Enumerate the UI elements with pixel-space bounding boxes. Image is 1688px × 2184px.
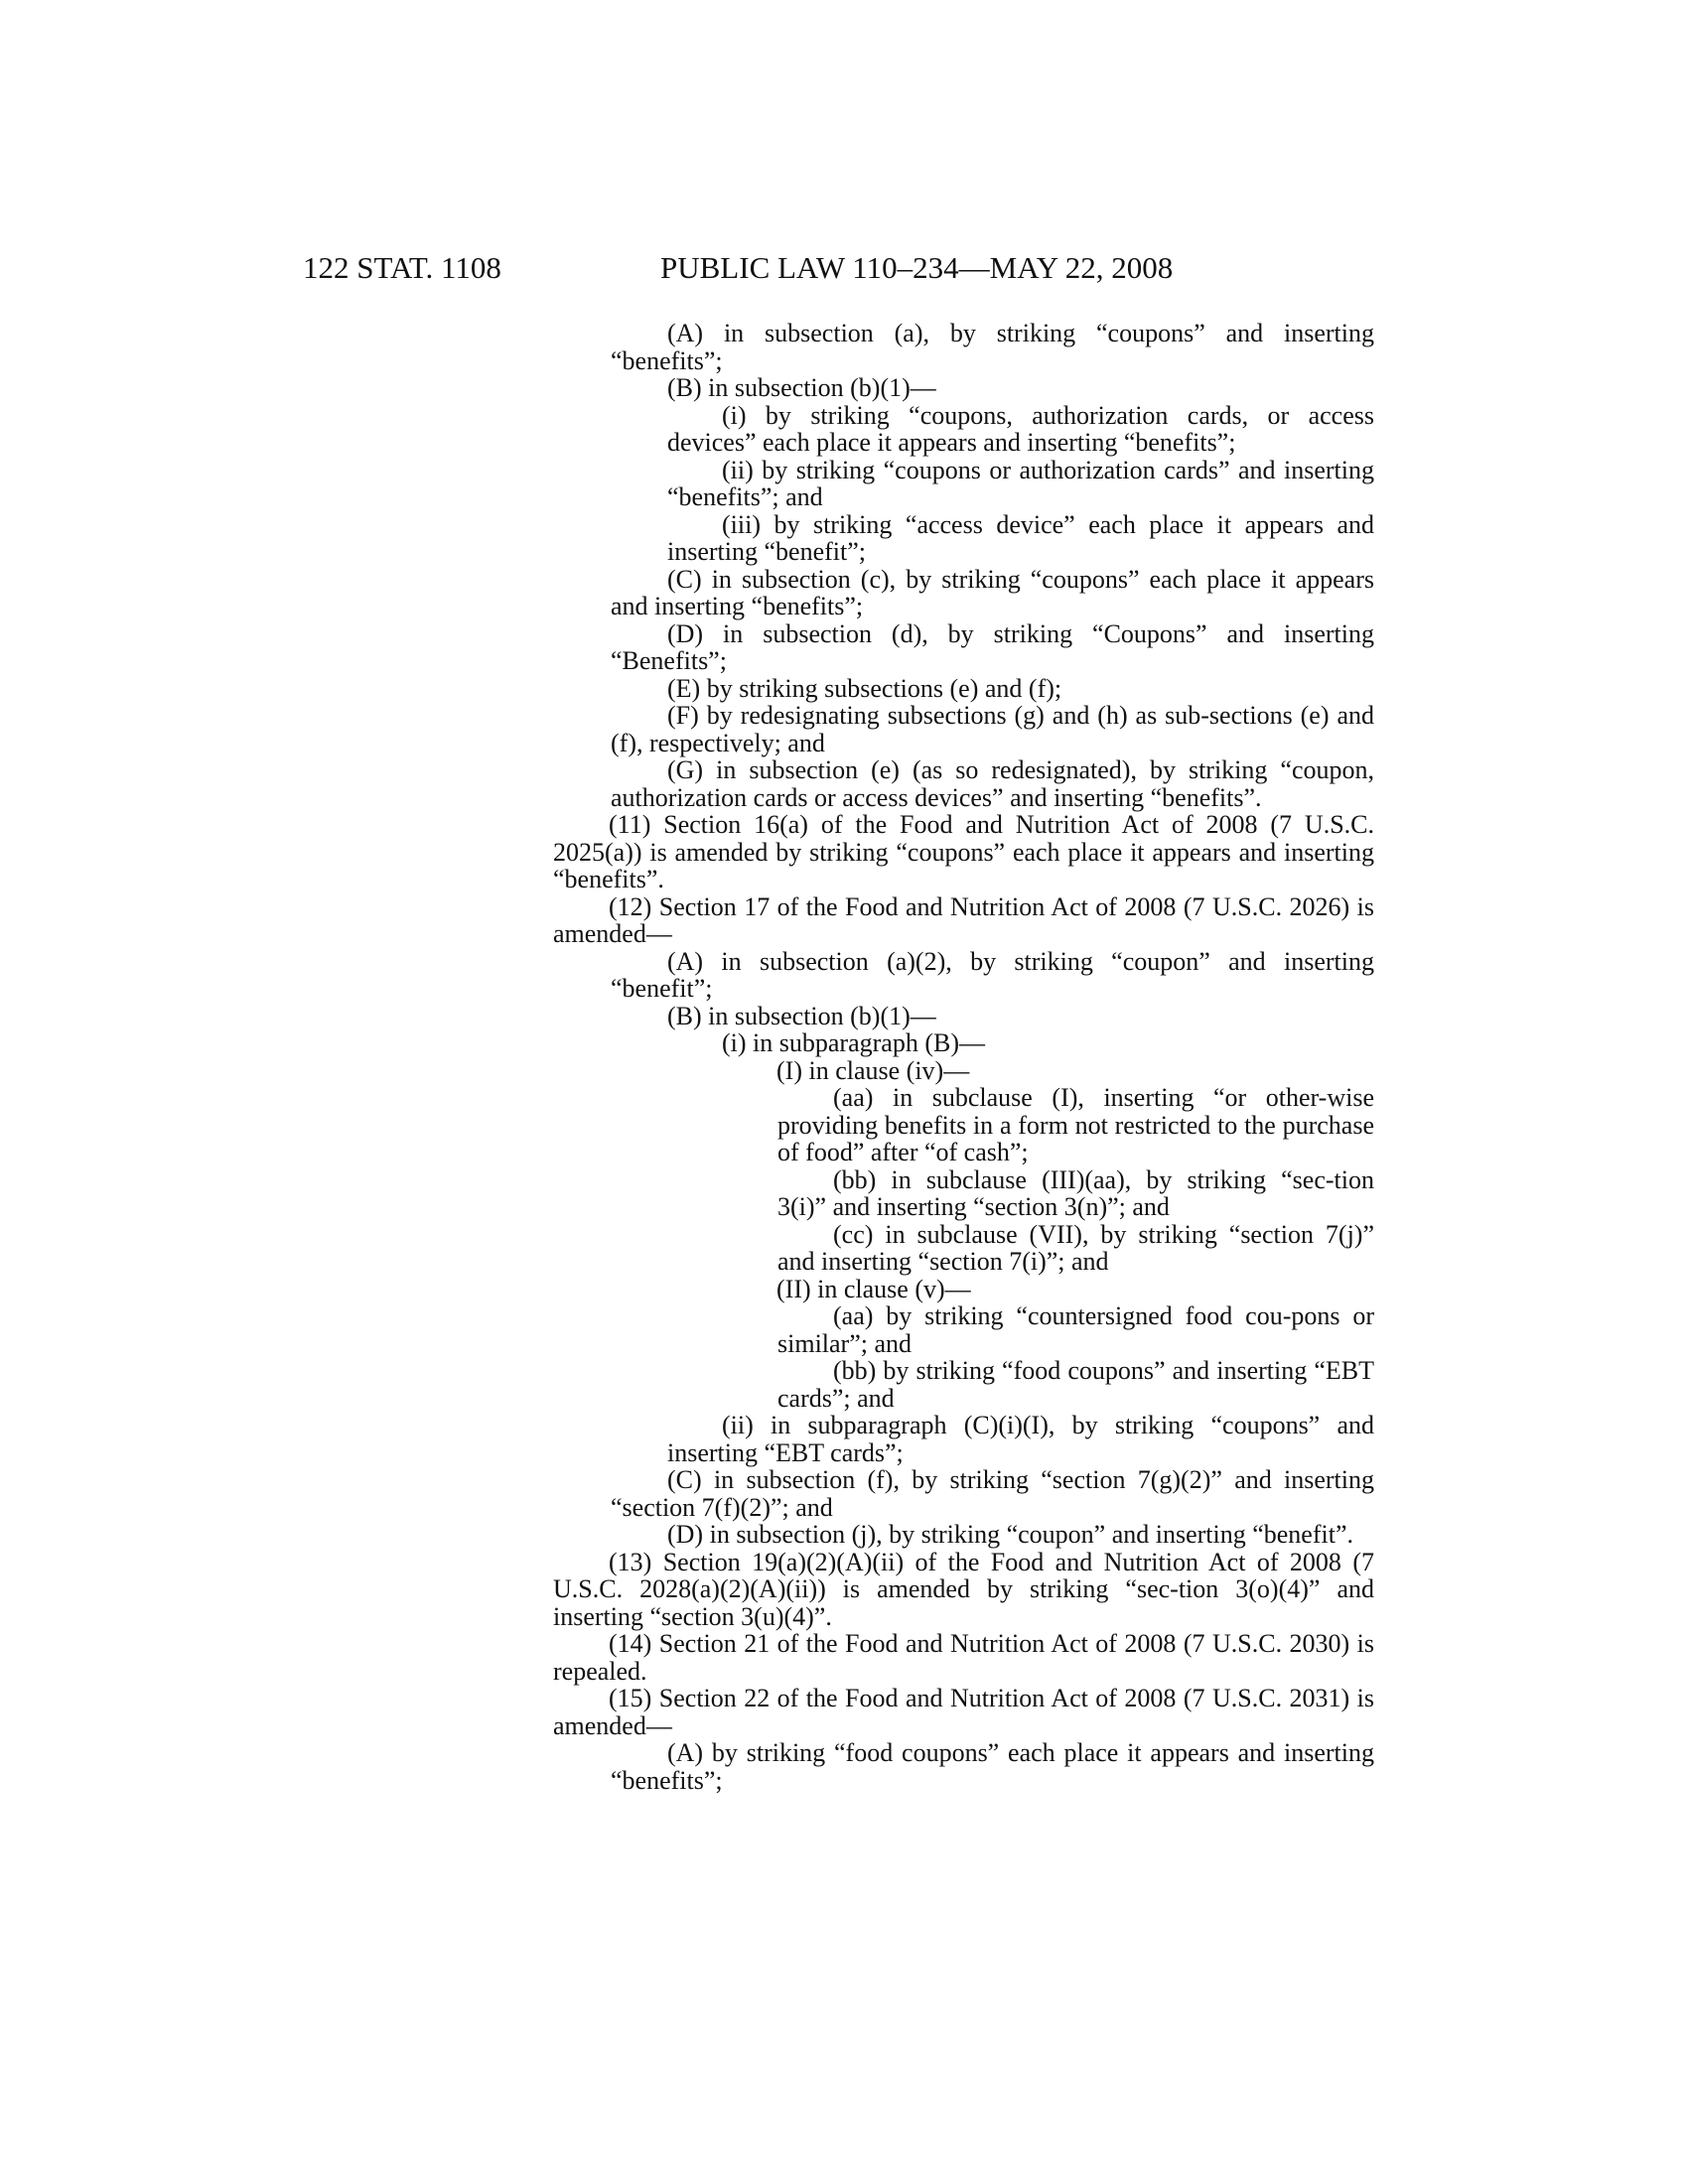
paragraph: (11) Section 16(a) of the Food and Nutrition Act of 2008 (7 U.S.C. 2025(a)) is amended by striking “coupons” each place it appears and inserting “benefits”. <box>553 810 1374 893</box>
paragraph: (A) by striking “food coupons” each place it appears and inserting “benefits”; <box>611 1738 1374 1795</box>
paragraph: (G) in subsection (e) (as so redesignated), by striking “coupon, authorization cards or access devices” and inserting “benefits”. <box>611 755 1374 812</box>
paragraph: (A) in subsection (a)(2), by striking “coupon” and inserting “benefit”; <box>611 946 1374 1003</box>
document-body <box>553 320 1374 1794</box>
paragraph: (D) in subsection (d), by striking “Coupons” and inserting “Benefits”; <box>611 618 1374 675</box>
paragraph: (E) by striking subsections (e) and (f); <box>667 673 1062 703</box>
paragraph: (12) Section 17 of the Food and Nutrition Act of 2008 (7 U.S.C. 2026) is amended— <box>553 891 1374 948</box>
paragraph: (bb) in subclause (III)(aa), by striking “sec-tion 3(i)” and inserting “section 3(n)”; and <box>777 1164 1374 1221</box>
paragraph: (13) Section 19(a)(2)(A)(ii) of the Food and Nutrition Act of 2008 (7 U.S.C. 2028(a)(2)(A)(ii)) is amended by striking “sec-tion 3(o)(4)” and inserting “section 3(u)(4)”. <box>553 1547 1374 1631</box>
paragraph: (I) in clause (iv)— <box>776 1055 970 1085</box>
paragraph: (ii) in subparagraph (C)(i)(I), by striking “coupons” and inserting “EBT cards”; <box>667 1411 1374 1467</box>
paragraph: (iii) by striking “access device” each place it appears and inserting “benefit”; <box>667 509 1374 566</box>
paragraph: (C) in subsection (f), by striking “section 7(g)(2)” and inserting “section 7(f)(2)”; and <box>611 1465 1374 1522</box>
public-law-title: PUBLIC LAW 110–234—MAY 22, 2008 <box>660 250 1174 285</box>
paragraph: (i) in subparagraph (B)— <box>722 1028 985 1057</box>
paragraph: (aa) by striking “countersigned food cou-pons or similar”; and <box>777 1301 1374 1358</box>
page-header <box>303 248 1375 288</box>
paragraph: (F) by redesignating subsections (g) and (h) as sub-sections (e) and (f), respectively; and <box>611 701 1374 757</box>
paragraph: (ii) by striking “coupons or authorization cards” and inserting “benefits”; and <box>667 455 1374 511</box>
paragraph: (B) in subsection (b)(1)— <box>667 373 936 402</box>
paragraph: (bb) by striking “food coupons” and inserting “EBT cards”; and <box>777 1356 1374 1413</box>
paragraph: (14) Section 21 of the Food and Nutrition Act of 2008 (7 U.S.C. 2030) is repealed. <box>553 1629 1374 1686</box>
paragraph: (cc) in subclause (VII), by striking “section 7(j)” and inserting “section 7(i)”; and <box>777 1219 1374 1276</box>
paragraph: (D) in subsection (j), by striking “coupon” and inserting “benefit”. <box>667 1520 1353 1549</box>
paragraph: (i) by striking “coupons, authorization cards, or access devices” each place it appears and inserting “benefits”; <box>667 400 1374 457</box>
paragraph: (C) in subsection (c), by striking “coupons” each place it appears and inserting “benefits”; <box>611 564 1374 620</box>
paragraph: (aa) in subclause (I), inserting “or other-wise providing benefits in a form not restricted to the purchase of food” after “of cash”; <box>777 1083 1374 1166</box>
paragraph: (A) in subsection (a), by striking “coupons” and inserting “benefits”; <box>611 319 1374 375</box>
paragraph: (B) in subsection (b)(1)— <box>667 1001 936 1030</box>
paragraph: (II) in clause (v)— <box>776 1274 971 1303</box>
paragraph: (15) Section 22 of the Food and Nutrition Act of 2008 (7 U.S.C. 2031) is amended— <box>553 1684 1374 1740</box>
statute-page-number: 122 STAT. 1108 <box>303 250 501 285</box>
